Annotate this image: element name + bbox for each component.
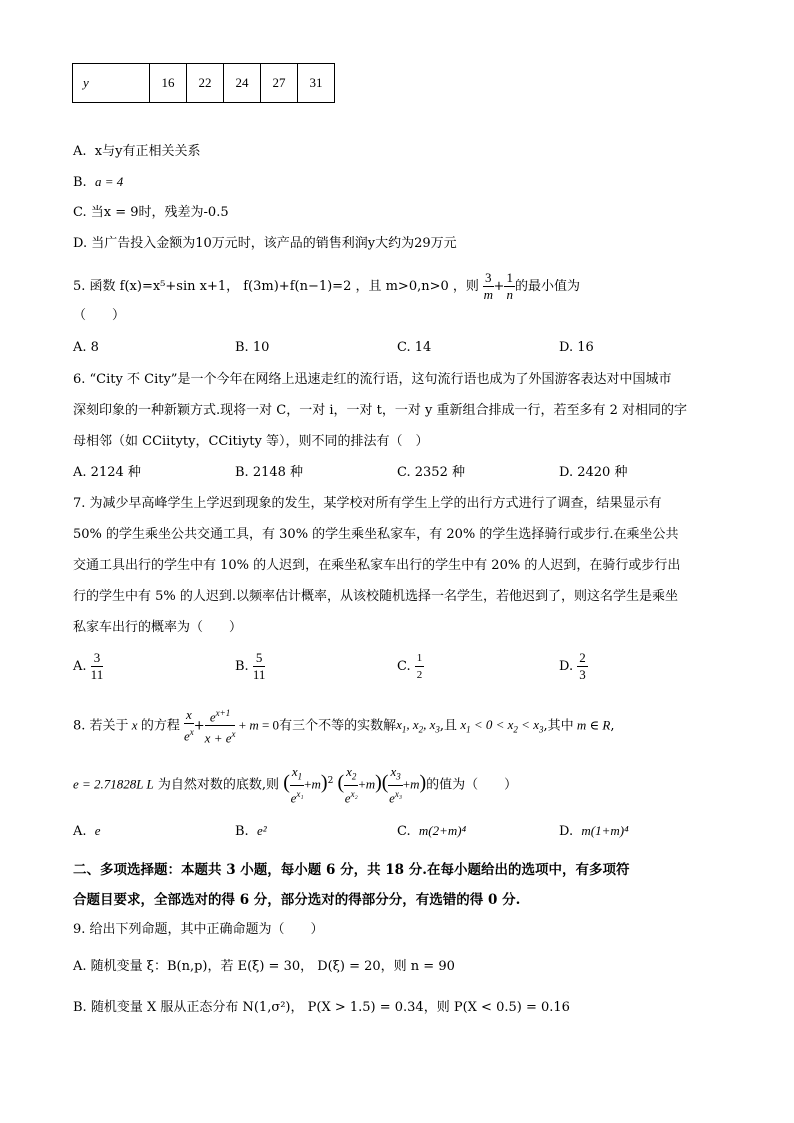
q7-option-c: C. $\frac{1}{2}$ <box>397 652 423 681</box>
q5-option-a: A. 8 <box>73 340 99 355</box>
q7-line-2: 50% 的学生乘坐公共交通工具，有 30% 的学生乘坐私家车，有 20% 的学生选择骑行或步行.在乘坐公共 <box>73 527 679 542</box>
section-2-heading-line-1: 二、多项选择题：本题共 3 小题，每小题 6 分，共 18 分.在每小题给出的选项中，有多项符 <box>73 862 630 878</box>
q6-option-b: B. 2148 种 <box>235 465 304 480</box>
table-cell: 16 <box>150 64 187 103</box>
q5-paren: （ ） <box>73 308 126 323</box>
q5-stem: 5. 函数 f(x)=x⁵+sin x+1， f(3m)+f(n−1)=2 ，且 m>0,n>0 ，则 $\frac{3}{m}$ + $\frac{1}{n}$ 的最小值为 <box>73 270 580 302</box>
table-cell: 24 <box>224 64 261 103</box>
section-2-heading-line-2: 合题目要求，全部选对的得 6 分，部分选对的得部分分，有选错的得 0 分. <box>73 892 521 908</box>
table-cell: 22 <box>187 64 224 103</box>
q6-line-3: 母相邻（如 CCiityty，CCitiyty 等），则不同的排法有（ ） <box>73 434 429 449</box>
q7-line-3: 交通工具出行的学生中有 10% 的人迟到，在乘坐私家车出行的学生中有 20% 的人迟到，在骑行或步行出 <box>73 558 681 573</box>
q6-line-1: 6. “City 不 City”是一个今年在网络上迅速走红的流行语，这句流行语也成为了外国游客表达对中国城市 <box>73 372 672 387</box>
q7-option-b: B. $\frac{5}{11}$ <box>235 650 266 682</box>
q5-option-c: C. 14 <box>397 340 432 355</box>
q9-option-a: A. 随机变量 ξ：B(n,p)，若 E(ξ) = 30， D(ξ) = 20，则 n = 90 <box>73 959 455 974</box>
table-row-label: y <box>73 64 150 103</box>
q8-option-d: D. m(1+m)⁴ <box>559 823 629 839</box>
q4-option-a: A. x与y有正相关关系 <box>73 144 201 159</box>
q8-option-b: B. e² <box>235 823 267 839</box>
q6-line-2: 深刻印象的一种新颖方式.现将一对 C，一对 i，一对 t，一对 y 重新组合排成一行，若至多有 2 对相同的字 <box>73 403 688 418</box>
q7-line-5: 私家车出行的概率为（ ） <box>73 620 243 635</box>
q5-fraction-1: $\frac{3}{m}$ <box>483 270 493 302</box>
q7-line-4: 行的学生中有 5% 的人迟到.以频率估计概率，从该校随机选择一名学生，若他迟到了，则这名学生是乘坐 <box>73 589 679 604</box>
q5-option-b: B. 10 <box>235 340 270 355</box>
q8-line-2: e = 2.71828L L 为自然对数的底数,则 ( $\frac{x_1}{e^{x_1}}$ +m)$^2$ ( $\frac{x_2}{e^{x_2}}$ +m)( $\frac{x_3}{e^{x_3}}$ +m)的值为（ ） <box>73 764 518 805</box>
q6-option-d: D. 2420 种 <box>559 465 628 480</box>
q4-option-d: D. 当广告投入金额为10万元时，该产品的销售利润y大约为29万元 <box>73 236 457 251</box>
q8-option-a: A. e <box>73 823 101 839</box>
table-cell: 31 <box>298 64 335 103</box>
q7-option-a: A. $\frac{3}{11}$ <box>73 650 104 682</box>
q7-option-d: D. $\frac{2}{3}$ <box>559 650 586 682</box>
q8-option-c: C. m(2+m)⁴ <box>397 823 467 839</box>
table-cell: 27 <box>261 64 298 103</box>
q6-option-c: C. 2352 种 <box>397 465 465 480</box>
q8-line-1: 8. 若关于 x 的方程 $\frac{x}{e^x}$ + $\frac{e^{x+1}}{x + e^x}$ + m = 0有三个不等的实数解$x_1$, $x_2$, $x_3$,且 $x_1 < 0 < x_2 < x_3$,其中 m ∈ R, <box>73 705 614 747</box>
q9-stem: 9. 给出下列命题，其中正确命题为（ ） <box>73 922 324 937</box>
q4-option-b: B. a = 4 <box>73 174 124 190</box>
q5-option-d: D. 16 <box>559 340 594 355</box>
q6-option-a: A. 2124 种 <box>73 465 141 480</box>
q5-fraction-2: $\frac{1}{n}$ <box>506 270 513 302</box>
data-table <box>72 63 335 103</box>
q4-option-c: C. 当x = 9时，残差为-0.5 <box>73 205 229 220</box>
q7-line-1: 7. 为减少早高峰学生上学迟到现象的发生，某学校对所有学生上学的出行方式进行了调查，结果显示有 <box>73 496 662 511</box>
q9-option-b: B. 随机变量 X 服从正态分布 N(1,σ²)， P(X > 1.5) = 0.34，则 P(X < 0.5) = 0.16 <box>73 1000 570 1015</box>
table-row <box>73 64 335 103</box>
